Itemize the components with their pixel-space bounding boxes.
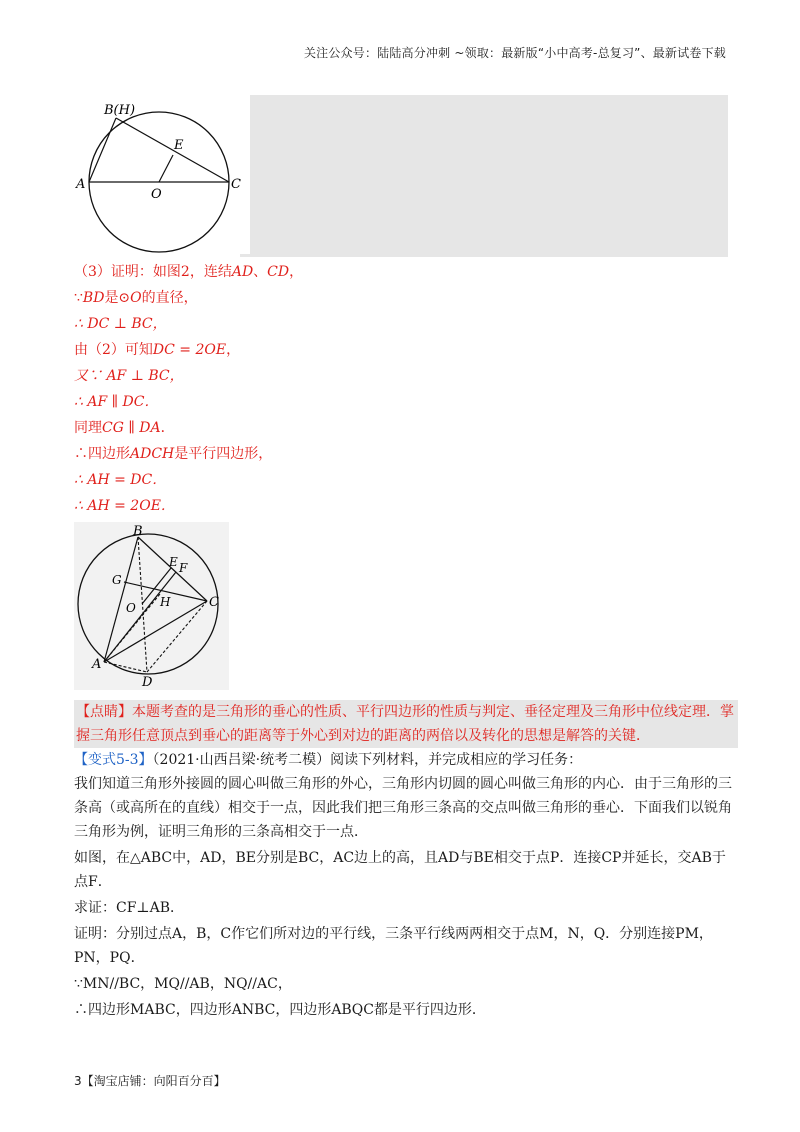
- variant-paragraph-6: ∴四边形MABC，四边形ANBC，四边形ABQC都是平行四边形．: [74, 1002, 486, 1018]
- figure2: [74, 522, 229, 690]
- fig1-label-C: C: [231, 177, 241, 192]
- proof-line-6: ∴ AF ∥ DC．: [74, 394, 159, 410]
- variant-paragraph-4: 证明：分别过点A，B，C作它们所对边的平行线，三条平行线两两相交于点M，N，Q．分别连接PM，PN，PQ．: [74, 926, 713, 966]
- page-number: 3: [74, 1074, 82, 1088]
- variant-source: （2021·山西吕梁·统考二模）阅读下列材料，并完成相应的学习任务：: [152, 752, 583, 768]
- variant-paragraph-3: 求证：CF⊥AB．: [74, 900, 184, 916]
- fig2-label-C: C: [209, 595, 219, 610]
- proof-line-3: ∴ DC ⊥ BC，: [74, 316, 167, 332]
- key-point-note: [74, 700, 738, 748]
- figure2-diagram: [74, 522, 229, 690]
- note-text: 本题考查的是三角形的垂心的性质、平行四边形的性质与判定、垂径定理及三角形中位线定理．掌握三角形任意顶点到垂心的距离等于外心到对边的距离的两倍以及转化的思想是解答的关键．: [76, 704, 734, 744]
- shop-label: 【淘宝店铺：向阳百分百】: [81, 1074, 226, 1088]
- variant-tag: 【变式5-3】: [74, 752, 153, 768]
- variant-paragraph-5: ∵MN//BC，MQ//AB，NQ//AC，: [74, 976, 292, 992]
- proof-line-9: ∴ AH = DC．: [74, 472, 167, 488]
- figure1-diagram: [74, 94, 250, 254]
- variant-paragraph-2: 如图，在△ABC中，AD，BE分别是BC，AC边上的高，且AD与BE相交于点P．连接CP并延长，交AB于点F．: [74, 850, 726, 890]
- proof-line-2: ∵BD是⊙O的直径，: [74, 290, 198, 306]
- proof-line-4: 由（2）可知DC = 2OE，: [74, 342, 241, 358]
- note-tag: 【点睛】: [76, 704, 132, 720]
- fig2-label-E: E: [169, 555, 178, 569]
- page-header: 关注公众号：陆陆高分冲刺 ~领取：最新版“小中高考-总复习”、最新试卷下载: [303, 46, 726, 60]
- fig1-label-B: B(H): [104, 103, 136, 118]
- variant-heading: [74, 748, 734, 772]
- figure1: [74, 94, 250, 254]
- fig2-label-F: F: [179, 561, 188, 575]
- fig2-label-B: B: [133, 524, 143, 539]
- fig2-label-O: O: [126, 601, 136, 615]
- proof-line-5: 又∵ AF ⊥ BC，: [74, 368, 184, 384]
- proof-line-1: （3）证明：如图2，连结AD、CD，: [74, 264, 304, 280]
- fig1-label-O: O: [151, 187, 162, 202]
- fig2-label-D: D: [142, 675, 153, 690]
- fig1-label-A: A: [76, 177, 86, 192]
- proof-line-8: ∴四边形ADCH是平行四边形，: [74, 446, 273, 462]
- fig2-label-G: G: [112, 573, 122, 587]
- fig2-label-A: A: [92, 657, 102, 672]
- proof-line-7: 同理CG ∥ DA．: [74, 420, 175, 436]
- fig1-label-E: E: [174, 138, 184, 153]
- figure1-background-panel: [240, 95, 728, 257]
- page-footer: [74, 1072, 226, 1089]
- proof-line-10: ∴ AH = 2OE．: [74, 498, 175, 514]
- variant-paragraph-1: 我们知道三角形外接圆的圆心叫做三角形的外心，三角形内切圆的圆心叫做三角形的内心．由于三角形的三条高（或高所在的直线）相交于一点，因此我们把三角形三条高的交点叫做三角形的垂心．下面我们以锐角三角形为例，证明三角形的三条高相交于一点．: [74, 776, 732, 840]
- fig2-label-H: H: [160, 595, 171, 609]
